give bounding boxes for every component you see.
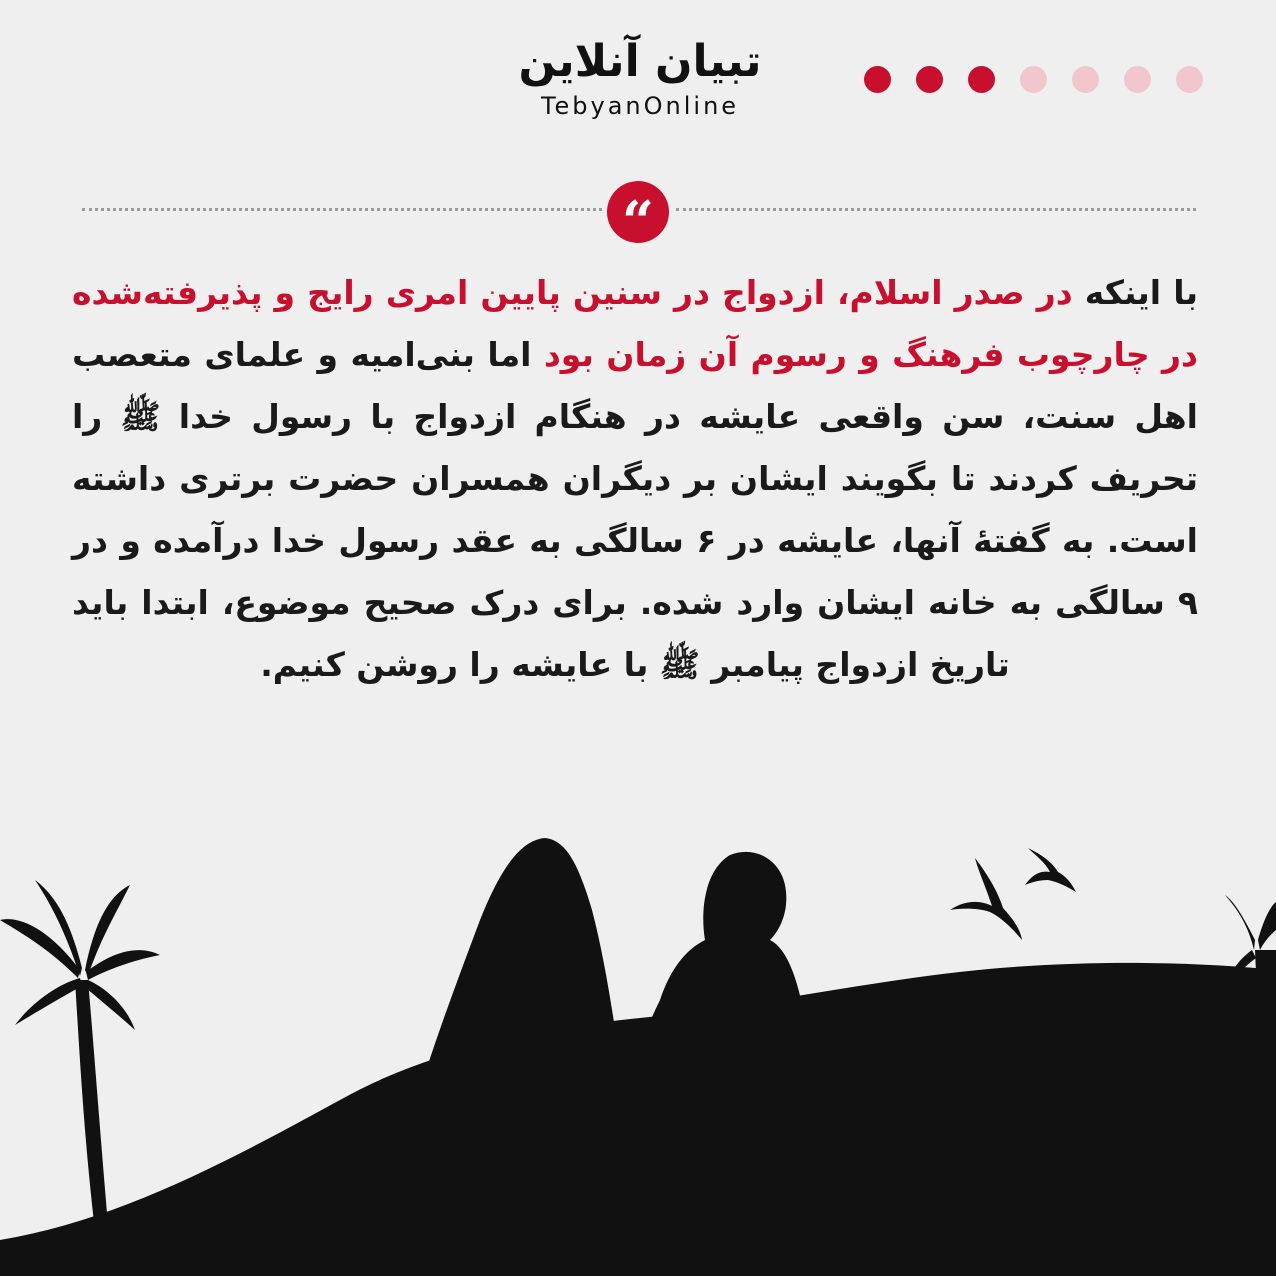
divider-left [82,208,602,211]
logo-fa: تبیان آنلاین [518,36,762,87]
bird-icon [1025,848,1076,892]
page-dot [1072,66,1099,93]
article-rest: اما بنی‌امیه و علمای متعصب اهل سنت، سن واقعی عایشه در هنگام ازدواج با رسول خدا ﷺ را تحریف کردند تا بگویند ایشان بر دیگران همسران حضرت برتری داشته است. به گفتهٔ آنها، عایشه در ۶ سالگی به عقد رسول خدا درآمده و در ۹ سالگی به خانه ایشان وارد شده. برای درک صحیح موضوع، ابتدا باید تاریخ ازدواج پیامبر ﷺ با عایشه را روشن کنیم. [72,335,1198,684]
page-dot [1124,66,1151,93]
page-dot [1176,66,1203,93]
article-body [72,262,1198,696]
logo-en: TebyanOnline [540,92,740,120]
page-dot [968,66,995,93]
woman-silhouette [405,838,635,1150]
quote-icon: “ [607,181,669,243]
silhouette-scene [0,800,1276,1276]
article-highlight: در صدر اسلام، ازدواج در سنین پایین امری رایج و پذیرفته‌شده در چارچوب فرهنگ و رسوم آن زمان بود [72,273,1198,374]
page-indicator [864,66,1194,94]
divider-right [676,208,1196,211]
man-silhouette [620,852,860,1130]
bird-icon [950,858,1022,940]
article-lead: با اینکه [1072,273,1199,312]
page-dot [1020,66,1047,93]
page-dot [916,66,943,93]
page-dot [864,66,891,93]
